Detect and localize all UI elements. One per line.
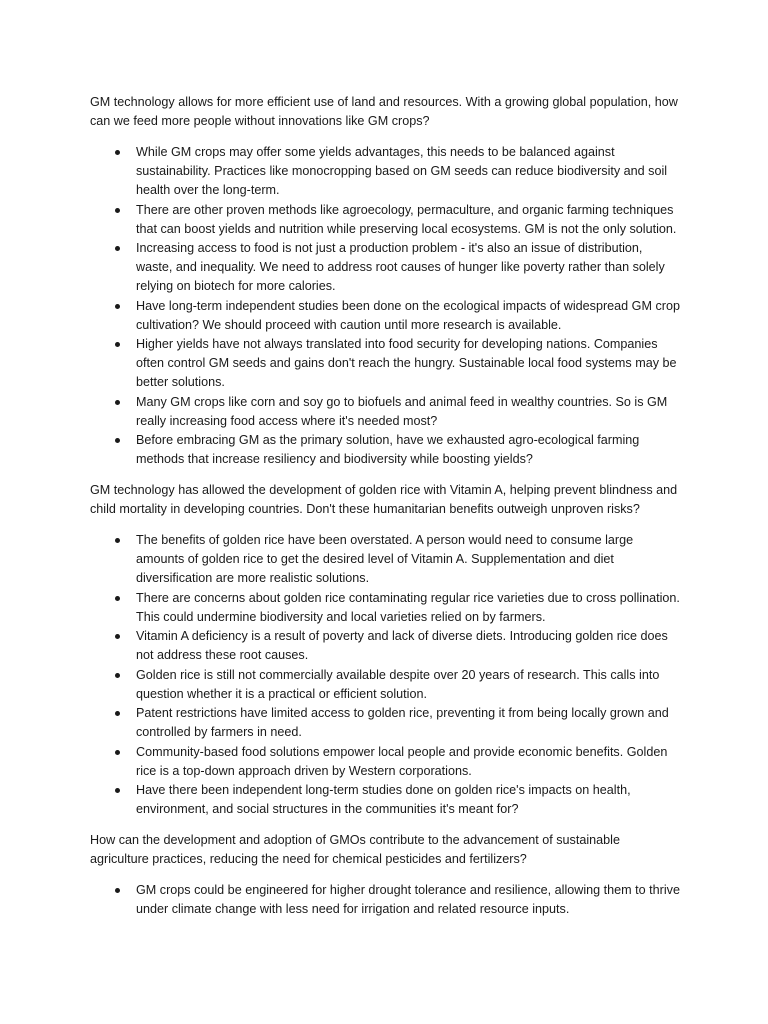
bullet-icon xyxy=(115,711,120,716)
list-item-text: There are other proven methods like agroecology, permaculture, and organic farming techniques that can boost yields and nutrition while preserving local ecosystems. GM is not the only solution. xyxy=(136,202,677,236)
question-paragraph: How can the development and adoption of GMOs contribute to the advancement of sustainable agriculture practices, reducing the need for chemical pesticides and fertilizers? xyxy=(90,833,620,866)
bullet-icon xyxy=(115,596,120,601)
list-item xyxy=(90,431,680,469)
list-item xyxy=(90,335,680,392)
list-item-text: While GM crops may offer some yields advantages, this needs to be balanced against sustainability. Practices like monocropping based on GM seeds can reduce biodiversity and soil health over the long-term. xyxy=(136,145,668,197)
list-item-text: Have long-term independent studies been done on the ecological impacts of widespread GM crop cultivation? We should proceed with caution until more research is available. xyxy=(136,298,680,332)
list-item xyxy=(90,297,680,335)
list-item-text: Patent restrictions have limited access to golden rice, preventing it from being locally grown and controlled by farmers in need. xyxy=(136,706,669,739)
list-item-text: Have there been independent long-term studies done on golden rice's impacts on health, environment, and social structures in the communities it's meant for? xyxy=(136,783,631,816)
list-item xyxy=(90,201,680,239)
list-item-text: Golden rice is still not commercially available despite over 20 years of research. This calls into question whether it is a practical or efficient solution. xyxy=(136,667,660,701)
list-item-text: GM crops could be engineered for higher drought tolerance and resilience, allowing them to thrive under climate change with less need for irrigation and related resource inputs. xyxy=(136,883,680,916)
bullet-icon xyxy=(115,208,120,213)
bullet-icon xyxy=(115,246,120,251)
list-item xyxy=(90,743,680,781)
list-item xyxy=(90,881,680,919)
bullet-icon xyxy=(115,788,120,793)
bullet-icon xyxy=(115,400,120,405)
section-3 xyxy=(90,831,680,919)
question-paragraph: GM technology has allowed the development of golden rice with Vitamin A, helping prevent blindness and child mortality in developing countries. Don't these humanitarian benefits outweigh unproven risks? xyxy=(90,483,678,516)
bullet-list xyxy=(90,881,680,919)
list-item xyxy=(90,393,680,431)
list-item xyxy=(90,239,680,296)
bullet-icon xyxy=(115,438,120,443)
bullet-list xyxy=(90,143,680,469)
list-item-text: The benefits of golden rice have been overstated. A person would need to consume large amounts of golden rice to get the desired level of Vitamin A. Supplementation and diet diversification are more realistic solutions. xyxy=(136,533,634,585)
list-item xyxy=(90,143,680,200)
bullet-icon xyxy=(115,304,120,309)
section-2 xyxy=(90,481,680,819)
list-item xyxy=(90,704,680,742)
list-item-text: Higher yields have not always translated into food security for developing nations. Companies often control GM seeds and gains don't reach the hungry. Sustainable local food systems may be better solutions. xyxy=(136,337,677,389)
bullet-icon xyxy=(115,750,120,755)
list-item xyxy=(90,666,680,704)
bullet-icon xyxy=(115,673,120,678)
bullet-icon xyxy=(115,888,120,893)
list-item-text: Vitamin A deficiency is a result of poverty and lack of diverse diets. Introducing golden rice does not address these root causes. xyxy=(136,629,668,662)
list-item-text: Community-based food solutions empower local people and provide economic benefits. Golden rice is a top-down approach driven by Western corporations. xyxy=(136,744,668,778)
list-item-text: Increasing access to food is not just a production problem - it's also an issue of distribution, waste, and inequality. We need to address root causes of hunger like poverty rather than solely relying on biotech for more calories. xyxy=(136,241,665,293)
section-1 xyxy=(90,93,680,469)
bullet-icon xyxy=(115,150,120,155)
list-item-text: Many GM crops like corn and soy go to biofuels and animal feed in wealthy countries. So is GM really increasing food access where it's needed most? xyxy=(136,394,668,428)
bullet-icon xyxy=(115,342,120,347)
bullet-icon xyxy=(115,634,120,639)
list-item xyxy=(90,531,680,588)
question-paragraph: GM technology allows for more efficient use of land and resources. With a growing global population, how can we feed more people without innovations like GM crops? xyxy=(90,95,678,128)
list-item-text: Before embracing GM as the primary solution, have we exhausted agro-ecological farming methods that increase resiliency and biodiversity while boosting yields? xyxy=(136,433,640,466)
list-item xyxy=(90,781,680,819)
bullet-icon xyxy=(115,538,120,543)
list-item xyxy=(90,627,680,665)
list-item-text: There are concerns about golden rice contaminating regular rice varieties due to cross pollination. This could undermine biodiversity and local varieties relied on by farmers. xyxy=(136,590,680,624)
list-item xyxy=(90,589,680,627)
bullet-list xyxy=(90,531,680,819)
